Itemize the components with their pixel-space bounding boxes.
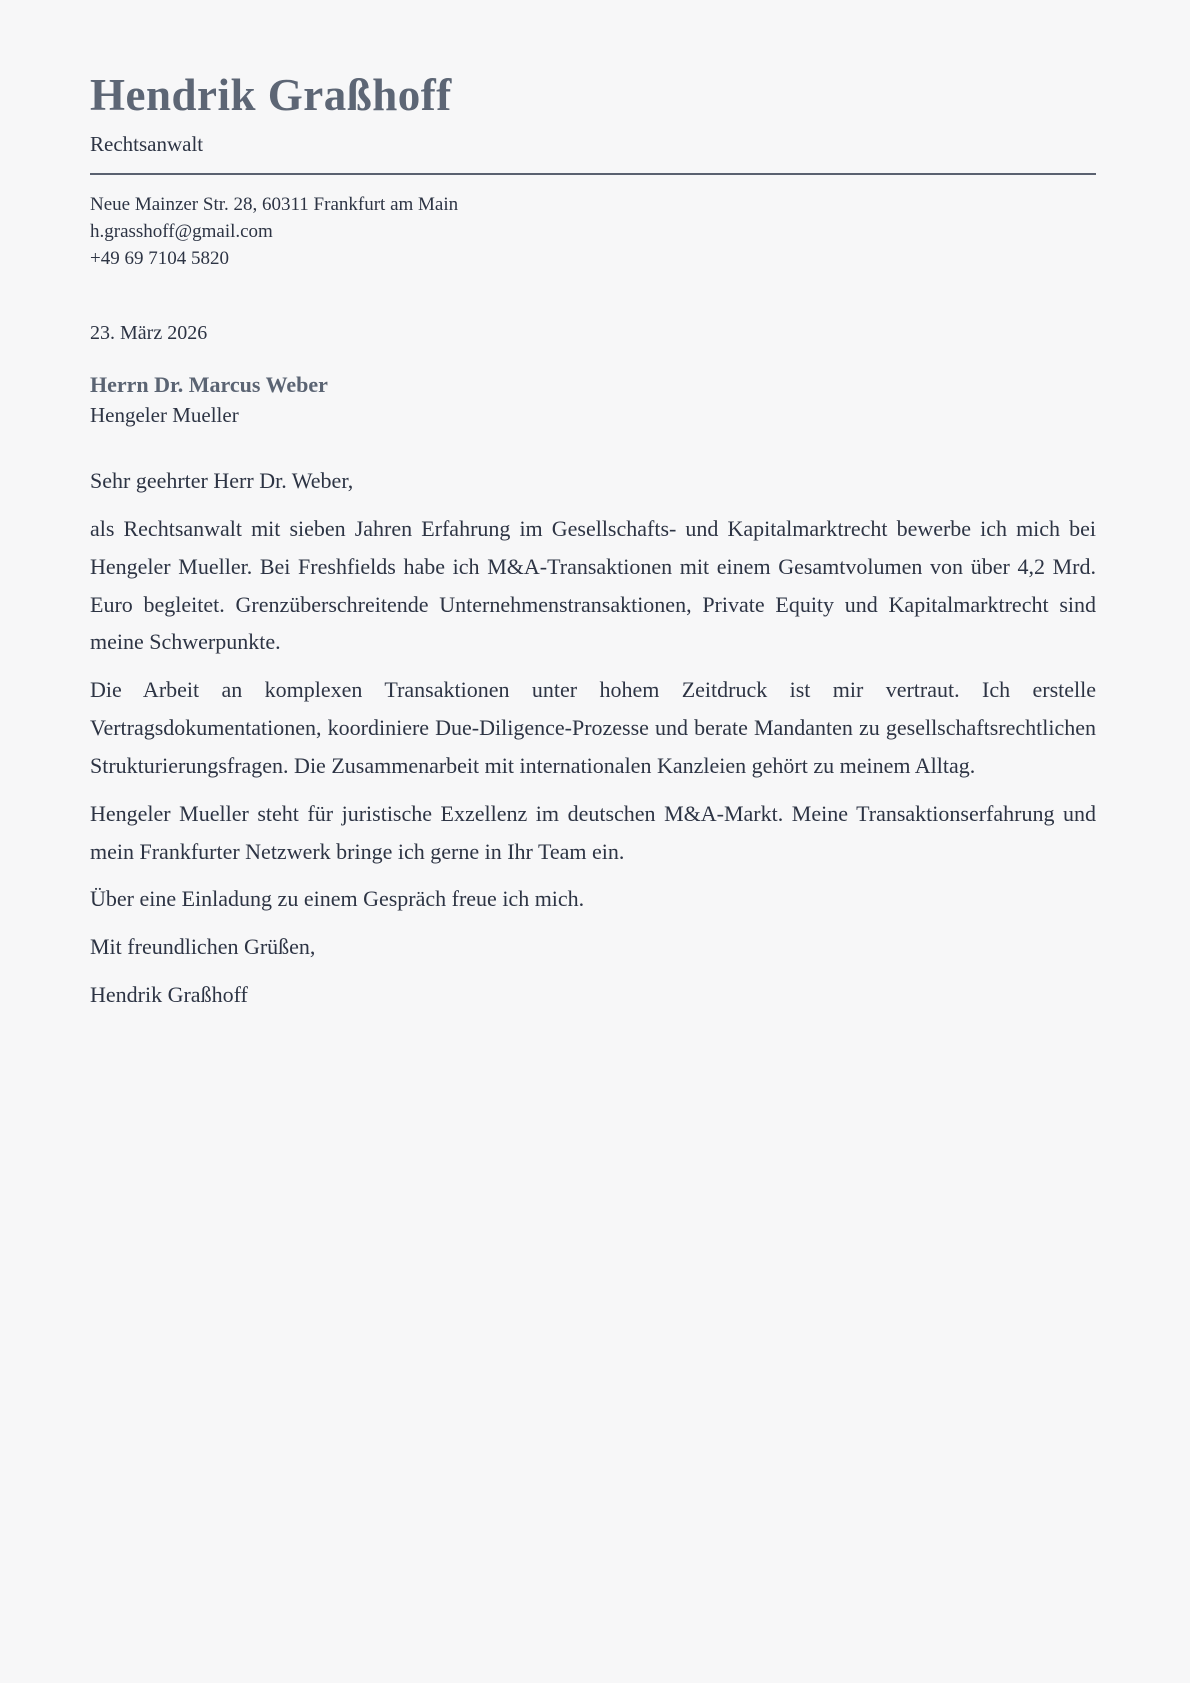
paragraph-3: Hengeler Mueller steht für juristische Exzellenz im deutschen M&A-Markt. Meine Transaktionserfahrung und mein Frankfurter Netzwerk bringe ich gerne in Ihr Team ein. [90,800,1096,864]
signature: Hendrik Graßhoff [90,982,248,1008]
applicant-job-title: Rechtsanwalt [90,131,204,156]
recipient-block [90,370,1096,430]
contact-email: h.grasshoff@gmail.com [90,221,273,243]
closing: Mit freundlichen Grüßen, [90,934,316,960]
applicant-name: Hendrik Graßhoff [90,70,452,120]
paragraph-1: als Rechtsanwalt mit sieben Jahren Erfahrung im Gesellschafts- und Kapitalmarktrecht bewerbe ich mich bei Hengeler Mueller. Bei Freshfields habe ich M&A-Transaktionen mit einem Gesamtvolumen von über 4,2 Mrd. Euro begleitet. Grenzüberschreitende Unternehmenstransaktionen, Private Equity und Kapitalmarktrecht sind meine Schwerpunkte. [90,515,1096,655]
salutation: Sehr geehrter Herr Dr. Weber, [90,468,354,494]
recipient-name: Herrn Dr. Marcus Weber [90,371,328,397]
letter-header [90,70,1096,273]
paragraph-2: Die Arbeit an komplexen Transaktionen unter hohem Zeitdruck ist mir vertraut. Ich erstelle Vertragsdokumentationen, koordiniere Due-Diligence-Prozesse und berate Mandanten zu gesellschaftsrechtlichen Strukturierungsfragen. Die Zusammenarbeit mit internationalen Kanzleien gehört zu meinem Alltag. [90,677,1096,778]
contact-phone: +49 69 7104 5820 [90,247,229,269]
contact-address: Neue Mainzer Str. 28, 60311 Frankfurt am Main [90,194,459,216]
recipient-company: Hengeler Mueller [90,402,239,427]
header-divider [90,173,1096,175]
paragraph-4: Über eine Einladung zu einem Gespräch freue ich mich. [90,886,585,912]
letter-date: 23. März 2026 [90,321,208,344]
contact-block [90,192,1096,273]
letter-body [90,462,1096,1014]
